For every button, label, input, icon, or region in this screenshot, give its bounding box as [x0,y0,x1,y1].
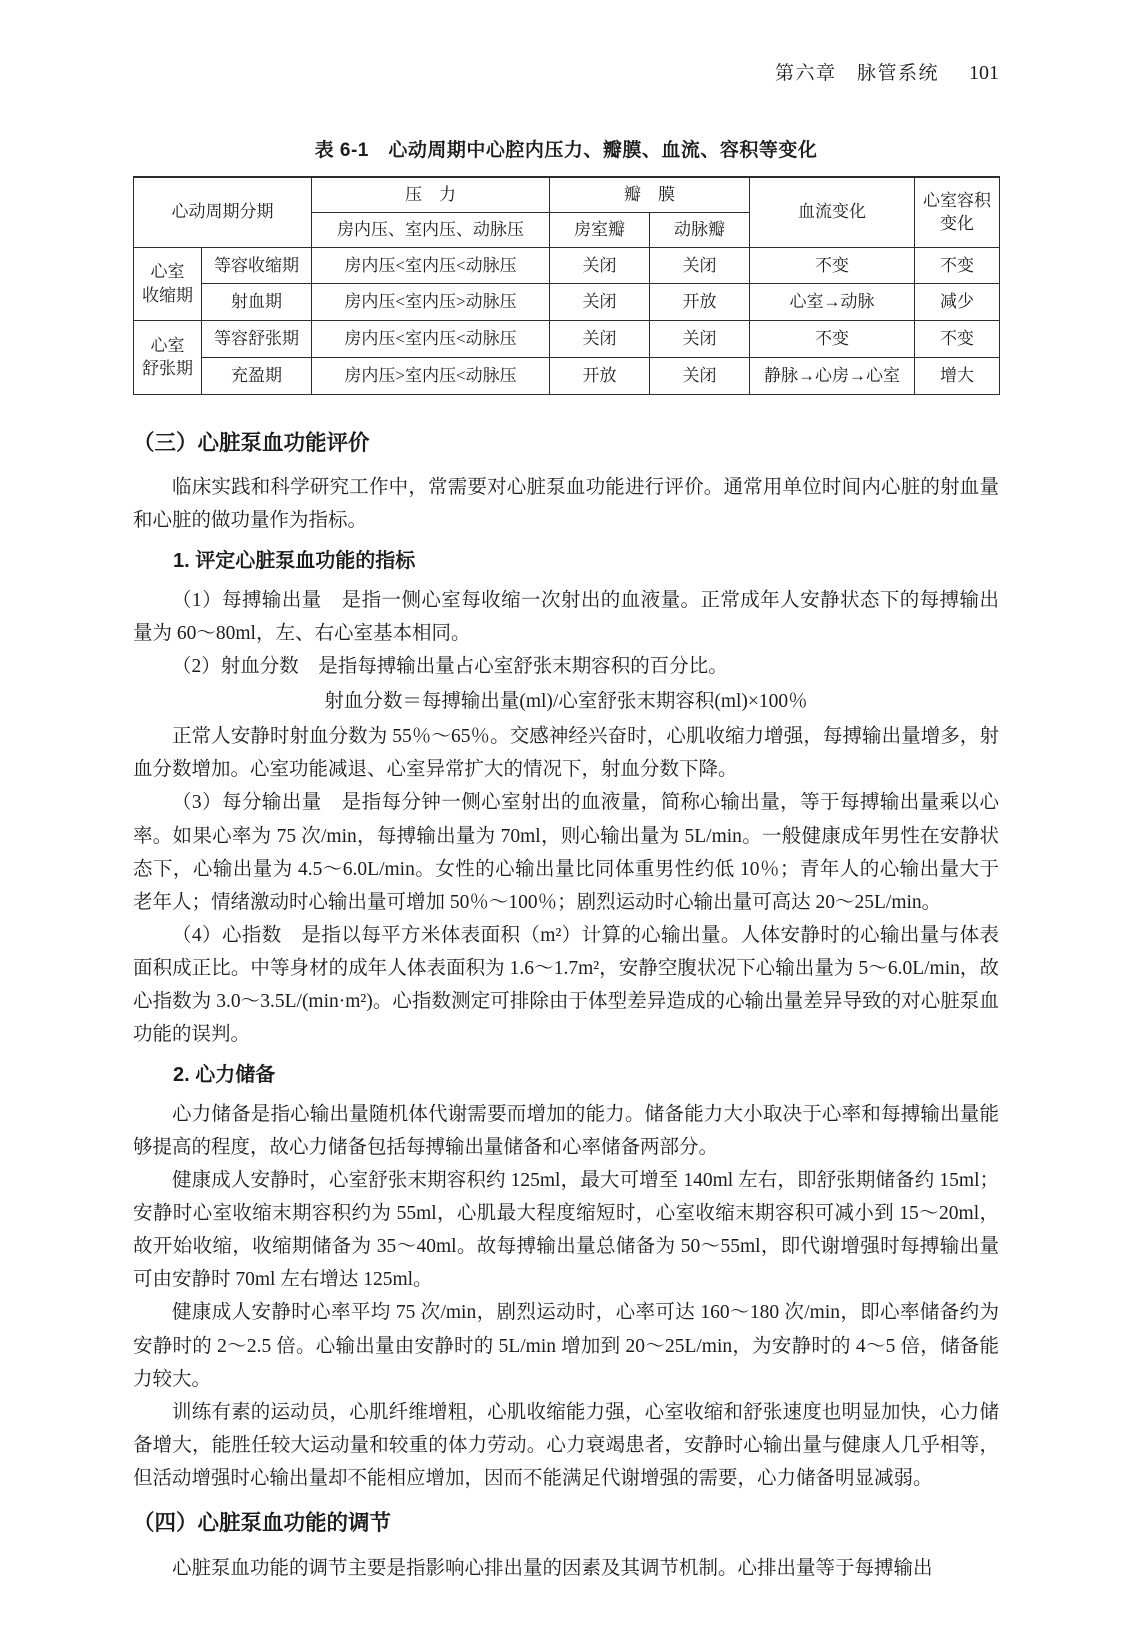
paragraph-reserve-3: 健康成人安静时心率平均 75 次/min，剧烈运动时，心率可达 160～180 次/min，即心率储备约为安静时的 2～2.5 倍。心输出量由安静时的 5L/min 增加到 20～25L/min，为安静时的 4～5 倍，储备能力较大。 [133,1302,999,1390]
cell-av-valve: 关闭 [550,247,650,284]
cell-subphase: 射血期 [202,284,312,321]
paragraph-stroke-volume: （1）每搏输出量 是指一侧心室每收缩一次射出的血液量。正常成年人安静状态下的每搏输出量为 60～80ml，左、右心室基本相同。 [133,589,999,644]
section-heading-3: （三）心脏泵血功能评价 [133,430,370,455]
paragraph-ejection-fraction-2: 正常人安静时射血分数为 55％～65％。交感神经兴奋时，心肌收缩力增强，每搏输出量增多，射血分数增加。心室功能减退、心室异常扩大的情况下，射血分数下降。 [133,726,999,781]
cell-pressure: 房内压>室内压<动脉压 [312,357,550,394]
cell-volume: 减少 [915,284,1000,321]
section-heading-4: （四）心脏泵血功能的调节 [133,1511,392,1536]
cell-art-valve: 关闭 [650,357,750,394]
subsection-heading-reserve: 2. 心力储备 [173,1063,276,1086]
table-row [134,357,1000,394]
paragraph-reserve-2: 健康成人安静时，心室舒张末期容积约 125ml，最大可增至 140ml 左右，即舒张期储备约 15ml；安静时心室收缩末期容积约为 55ml，心肌最大程度缩短时，心室收缩末期容积可减小到 15～20ml，故开始收缩，收缩期储备为 35～40ml。故每搏输出量总储备为 50～55ml，即代谢增强时每搏输出量可由安静时 70ml 左右增达 125ml。 [133,1169,999,1291]
cell-av-valve: 关闭 [550,321,650,358]
cell-subphase: 等容舒张期 [202,321,312,358]
paragraph-regulation: 心脏泵血功能的调节主要是指影响心排出量的因素及其调节机制。心排出量等于每搏输出 [172,1557,933,1579]
cell-art-valve: 关闭 [650,247,750,284]
header-volume [915,177,1000,247]
cell-flow: 静脉→心房→心室 [750,357,915,394]
phase-systole [134,247,202,321]
header-flow: 血流变化 [750,177,915,247]
cardiac-cycle-table [133,176,1000,395]
table-row [134,321,1000,358]
header-valve-av: 房室瓣 [550,212,650,247]
cell-art-valve: 开放 [650,284,750,321]
header-phase: 心动周期分期 [134,177,312,247]
subsection-heading-indicators: 1. 评定心脏泵血功能的指标 [173,549,416,572]
cell-pressure: 房内压<室内压<动脉压 [312,247,550,284]
header-volume-line2: 变化 [940,214,974,234]
cell-subphase: 充盈期 [202,357,312,394]
cell-flow: 心室→动脉 [750,284,915,321]
paragraph-intro: 临床实践和科学研究工作中，常需要对心脏泵血功能进行评价。通常用单位时间内心脏的射血量和心脏的做功量作为指标。 [133,477,999,532]
phase-line1: 心室 [150,335,185,355]
cell-volume: 不变 [915,321,1000,358]
header-pressure-sub: 房内压、室内压、动脉压 [312,212,550,247]
cell-volume: 增大 [915,357,1000,394]
paragraph-reserve-1: 心力储备是指心输出量随机体代谢需要而增加的能力。储备能力大小取决于心率和每搏输出量能够提高的程度，故心力储备包括每搏输出量储备和心率储备两部分。 [133,1103,999,1158]
phase-line2: 舒张期 [142,359,193,379]
ejection-fraction-formula: 射血分数＝每搏输出量(ml)/心室舒张末期容积(ml)×100％ [324,691,808,713]
phase-diastole [134,321,202,395]
paragraph-cardiac-index: （4）心指数 是指以每平方米体表面积（m²）计算的心输出量。人体安静时的心输出量与体表面积成正比。中等身材的成年人体表面积为 1.6～1.7m²，安静空腹状况下心输出量为 5～6.0L/min，故心指数为 3.0～3.5L/(min·m²)。心指数测定可排除由于体型差异造成的心输出量差异导致的对心脏泵血功能的误判。 [133,925,999,1046]
header-valve-art: 动脉瓣 [650,212,750,247]
cell-flow: 不变 [750,247,915,284]
paragraph-cardiac-output: （3）每分输出量 是指每分钟一侧心室射出的血液量，简称心输出量，等于每搏输出量乘以心率。如果心率为 75 次/min，每搏输出量为 70ml，则心输出量为 5L/min。一般健康成年男性在安静状态下，心输出量为 4.5～6.0L/min。女性的心输出量比同体重男性约低 10％；青年人的心输出量大于老年人；情绪激动时心输出量可增加 50％～100％；剧烈运动时心输出量可高达 20～25L/min。 [133,792,999,913]
header-pressure: 压 力 [312,177,550,212]
table-header-row-1 [134,177,1000,212]
cell-flow: 不变 [750,321,915,358]
paragraph-reserve-4: 训练有素的运动员，心肌纤维增粗，心肌收缩能力强，心室收缩和舒张速度也明显加快，心力储备增大，能胜任较大运动量和较重的体力劳动。心力衰竭患者，安静时心输出量与健康人几乎相等，但活动增强时心输出量却不能相应增加，因而不能满足代谢增强的需要，心力储备明显减弱。 [133,1401,999,1490]
cell-art-valve: 关闭 [650,321,750,358]
cell-av-valve: 关闭 [550,284,650,321]
cell-pressure: 房内压<室内压<动脉压 [312,321,550,358]
phase-line1: 心室 [150,262,185,282]
cell-subphase: 等容收缩期 [202,247,312,284]
phase-line2: 收缩期 [142,285,193,305]
page-number: 101 [969,62,999,84]
cell-av-valve: 开放 [550,357,650,394]
table-row [134,247,1000,284]
cell-volume: 不变 [915,247,1000,284]
body-text [133,425,999,1585]
header-valve: 瓣 膜 [550,177,750,212]
cell-pressure: 房内压<室内压>动脉压 [312,284,550,321]
chapter-title: 第六章 脉管系统 [774,63,939,84]
header-volume-line1: 心室容积 [923,190,991,210]
table-caption: 表 6-1 心动周期中心腔内压力、瓣膜、血流、容积等变化 [314,140,818,161]
table-row [134,284,1000,321]
running-head [133,58,999,85]
paragraph-ejection-fraction: （2）射血分数 是指每搏输出量占心室舒张末期容积的百分比。 [172,655,728,677]
